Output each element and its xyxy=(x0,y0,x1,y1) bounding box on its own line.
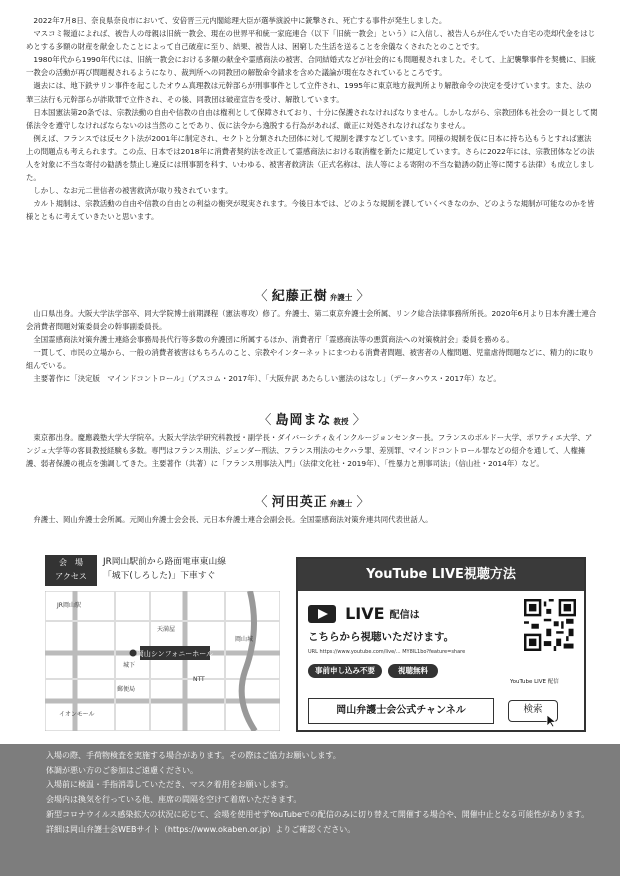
speaker-name: 紀藤正樹 xyxy=(271,289,328,304)
no-registration-badge: 事前申し込み不要 xyxy=(308,664,382,678)
notice-item: 会場内は換気を行っている他、座席の間隔を空けて着席いただきます。 xyxy=(46,795,302,805)
qr-caption: YouTube LIVE 配信 xyxy=(510,679,559,685)
qr-code-icon[interactable] xyxy=(524,599,576,651)
notice-footer xyxy=(0,744,620,876)
intro-paragraph: カルト規制は、宗教活動の自由や信教の自由との利益の衡突が現実されます。今後日本では、どのような規制を課していくべきなのか、どのような規制が可能なのかを皆様とともに考えていきたいと思います。 xyxy=(26,199,595,222)
map-post-label: 郵便局 xyxy=(117,686,136,693)
speaker-kito xyxy=(26,290,598,385)
live-sub: 配信は xyxy=(389,610,420,621)
intro-paragraph: しかし、なお元二世信者の被害救済が取り残されています。 xyxy=(33,186,233,196)
venue-tag: 会 場 アクセス xyxy=(45,555,97,586)
map-mall-label: イオンモール xyxy=(59,711,95,718)
speaker-bio: 東京都出身。慶應義塾大学大学院卒。大阪大学法学研究科教授・副学長・ダイバーシティ＆インクルージョンセンター長。フランスのボルドー大学、ポワティエ大学、アンジェ大学等の客員教授経験も多数。専門はフランス刑法、ジェンダー刑法、フランス刑法のセクハラ罪、差別罪、マインドコントロール罪などの紹介を通して、人権擁護、弱者保護の視点を強調してきた。主要著作（共著）に「フランス刑事法入門」（法律文化社・2019年）、「性暴力と刑事司法」（信山社・2014年）など。 xyxy=(26,433,593,468)
speaker-title: 弁護士 xyxy=(329,293,353,302)
play-icon xyxy=(308,605,336,623)
live-description: こちらから視聴いただけます。 xyxy=(308,631,455,643)
speaker-bio: 山口県出身。大阪大学法学部卒、同大学院博士前期課程（憲法専攻）修了。弁護士、第二東京弁護士会所属、リンク総合法律事務所所長。2020年6月より日本弁護士連合会消費者問題対策委員会の幹事副委員長。 xyxy=(26,309,597,331)
notice-item: 詳細は岡山弁護士会WEBサイト（https://www.okaben.or.jp）よりご確認ください。 xyxy=(46,824,356,834)
intro-paragraph: 1980年代から1990年代には、旧統一教会における多額の献金や霊感商法の被害、合同結婚式などが社会的にも問題視されました。そして、上記襲撃事件を契機に、旧統一教会の活動が再び問題視されるようになり、裁判所への同教団の解散命令請求を含めた議論が現在なされているところです。 xyxy=(26,55,596,78)
venue-map xyxy=(45,591,280,731)
cursor-icon xyxy=(546,714,558,728)
youtube-heading: YouTube LIVE視聴方法 xyxy=(298,559,584,591)
map-station-label: JR岡山駅 xyxy=(57,602,81,609)
youtube-live-box xyxy=(296,557,586,732)
access-directions: JR岡山駅前から路面電車東山線 「城下(しろした)」下車すぐ xyxy=(103,557,227,581)
live-label: LIVE xyxy=(345,604,385,623)
speaker-heading: 〈 河田英正 弁護士 〉 xyxy=(254,495,370,510)
map-ntt-label: NTT xyxy=(193,676,205,683)
speaker-title: 弁護士 xyxy=(329,499,353,508)
intro-paragraph: 過去には、地下鉄サリン事件を起こしたオウム真理教は元幹部らが刑事事件として立件され、1995年に東京地方裁判所より解散命令の決定を受けています。また、法の華三法行も元幹部らが詐欺罪で立件され、その後、同教団は破産宣告を受け、解散しています。 xyxy=(26,81,592,104)
speaker-bio: 一貫して、市民の立場から、一般の消費者被害はもちろんのこと、宗教やインターネットにまつわる消費者問題、被害者の人権問題、児童虐待問題などに、精力的に取り組んでいる。 xyxy=(26,348,595,370)
intro-paragraph: 日本国憲法第20条では、宗教法動の自由や信教の自由は権利として保障されており、十分に保護されなければなりません。しかしながら、宗教団体も社会の一員として関係法令を遵守しなければならないのは当然のことであり、仮に法令から逸脱する行為があれば、厳正に対処されなければなりません。 xyxy=(26,107,598,130)
speaker-name: 島岡まな xyxy=(275,413,332,428)
notice-item: 入場前に検温・手指消毒していただき、マスク着用をお願いします。 xyxy=(46,780,294,790)
search-button[interactable]: 検索 xyxy=(508,700,558,722)
speaker-bio: 主要著作に「決定版 マインドコントロール」（アスコム・2017年）、「大阪弁訳 あたらしい憲法のはなし」（データハウス・2017年）など。 xyxy=(33,374,501,383)
notice-item: 新型コロナウイルス感染拡大の状況に応じて、会場を使用せずYouTubeでの配信のみに切り替えて開催する場合や、開催中止となる可能性があります。 xyxy=(46,809,590,819)
speaker-kawata xyxy=(26,496,598,526)
map-hall-label: 岡山シンフォニーホール xyxy=(136,650,214,658)
notice-item: 入場の際、手荷物検査を実施する場合があります。その際はご協力お願いします。 xyxy=(46,751,341,760)
intro-section xyxy=(26,14,598,224)
speaker-name: 河田英正 xyxy=(271,495,328,510)
intro-paragraph: マスコミ報道によれば、被告人の母親は旧統一教会、現在の世界平和統一家庭連合（以下「旧統一教会」という）に入信し、被告人らが住んでいた自宅の売却代金をはじめとする多額の財産を献金したことによって自己破産に至り、結果、被告人は、困窮した生活を送ることを余儀なくされたとのことです。 xyxy=(26,29,596,52)
map-stop-label: 城下 xyxy=(123,662,136,669)
speaker-bio: 全国霊感商法対策弁護士連絡会事務局長代行等多数の弁護団に所属するほか、消費者庁「霊感商法等の悪質商法への対策検討会」委員を務める。 xyxy=(33,335,514,344)
map-castle-label: 岡山城 xyxy=(235,636,254,643)
speaker-title: 教授 xyxy=(333,417,349,426)
map-tenmaya-label: 天満屋 xyxy=(157,626,176,633)
speaker-shimaoka xyxy=(26,414,598,470)
free-viewing-badge: 視聴無料 xyxy=(388,664,438,678)
speaker-heading: 〈 紀藤正樹 弁護士 〉 xyxy=(254,289,370,304)
notice-item: 体調が悪い方のご参加はご遠慮ください。 xyxy=(46,765,198,775)
speaker-heading: 〈 島岡まな 教授 〉 xyxy=(258,413,366,428)
intro-paragraph: 例えば、フランスでは反セクト法が2001年に制定され、セクトと分類された団体に対して規制を課すなどしています。同様の規制を仮に日本に持ち込もうとすれば憲法上の問題点も考えられます。この点、日本では2018年に消費者契約法を改正して霊感商法における取消権を新たに規定しています。さらに2022年には、宗教団体などの法人を対象に不当な寄付の勧誘を禁止し違反には刑事罰を科す、いわゆる、被害者救済法（正式名称は、法人等による寄附の不当な勧誘の防止等に関する法律）も成立しました。 xyxy=(26,133,595,183)
live-row xyxy=(308,603,420,623)
live-url[interactable]: URL https://www.youtube.com/live/... MY8IL1bo?feature=share xyxy=(308,649,466,655)
intro-paragraph: 2022年7月8日、奈良県奈良市において、安倍晋三元内閣総理大臣が選挙演説中に銃撃され、死亡する事件が発生しました。 xyxy=(33,16,447,25)
channel-search-field[interactable]: 岡山弁護士会公式チャンネル xyxy=(308,698,494,724)
venue-access xyxy=(45,555,280,730)
speaker-bio: 弁護士、岡山弁護士会所属。元岡山弁護士会会長、元日本弁護士連合会副会長。全国霊感商法対策弁連共同代表世話人。 xyxy=(33,515,433,524)
